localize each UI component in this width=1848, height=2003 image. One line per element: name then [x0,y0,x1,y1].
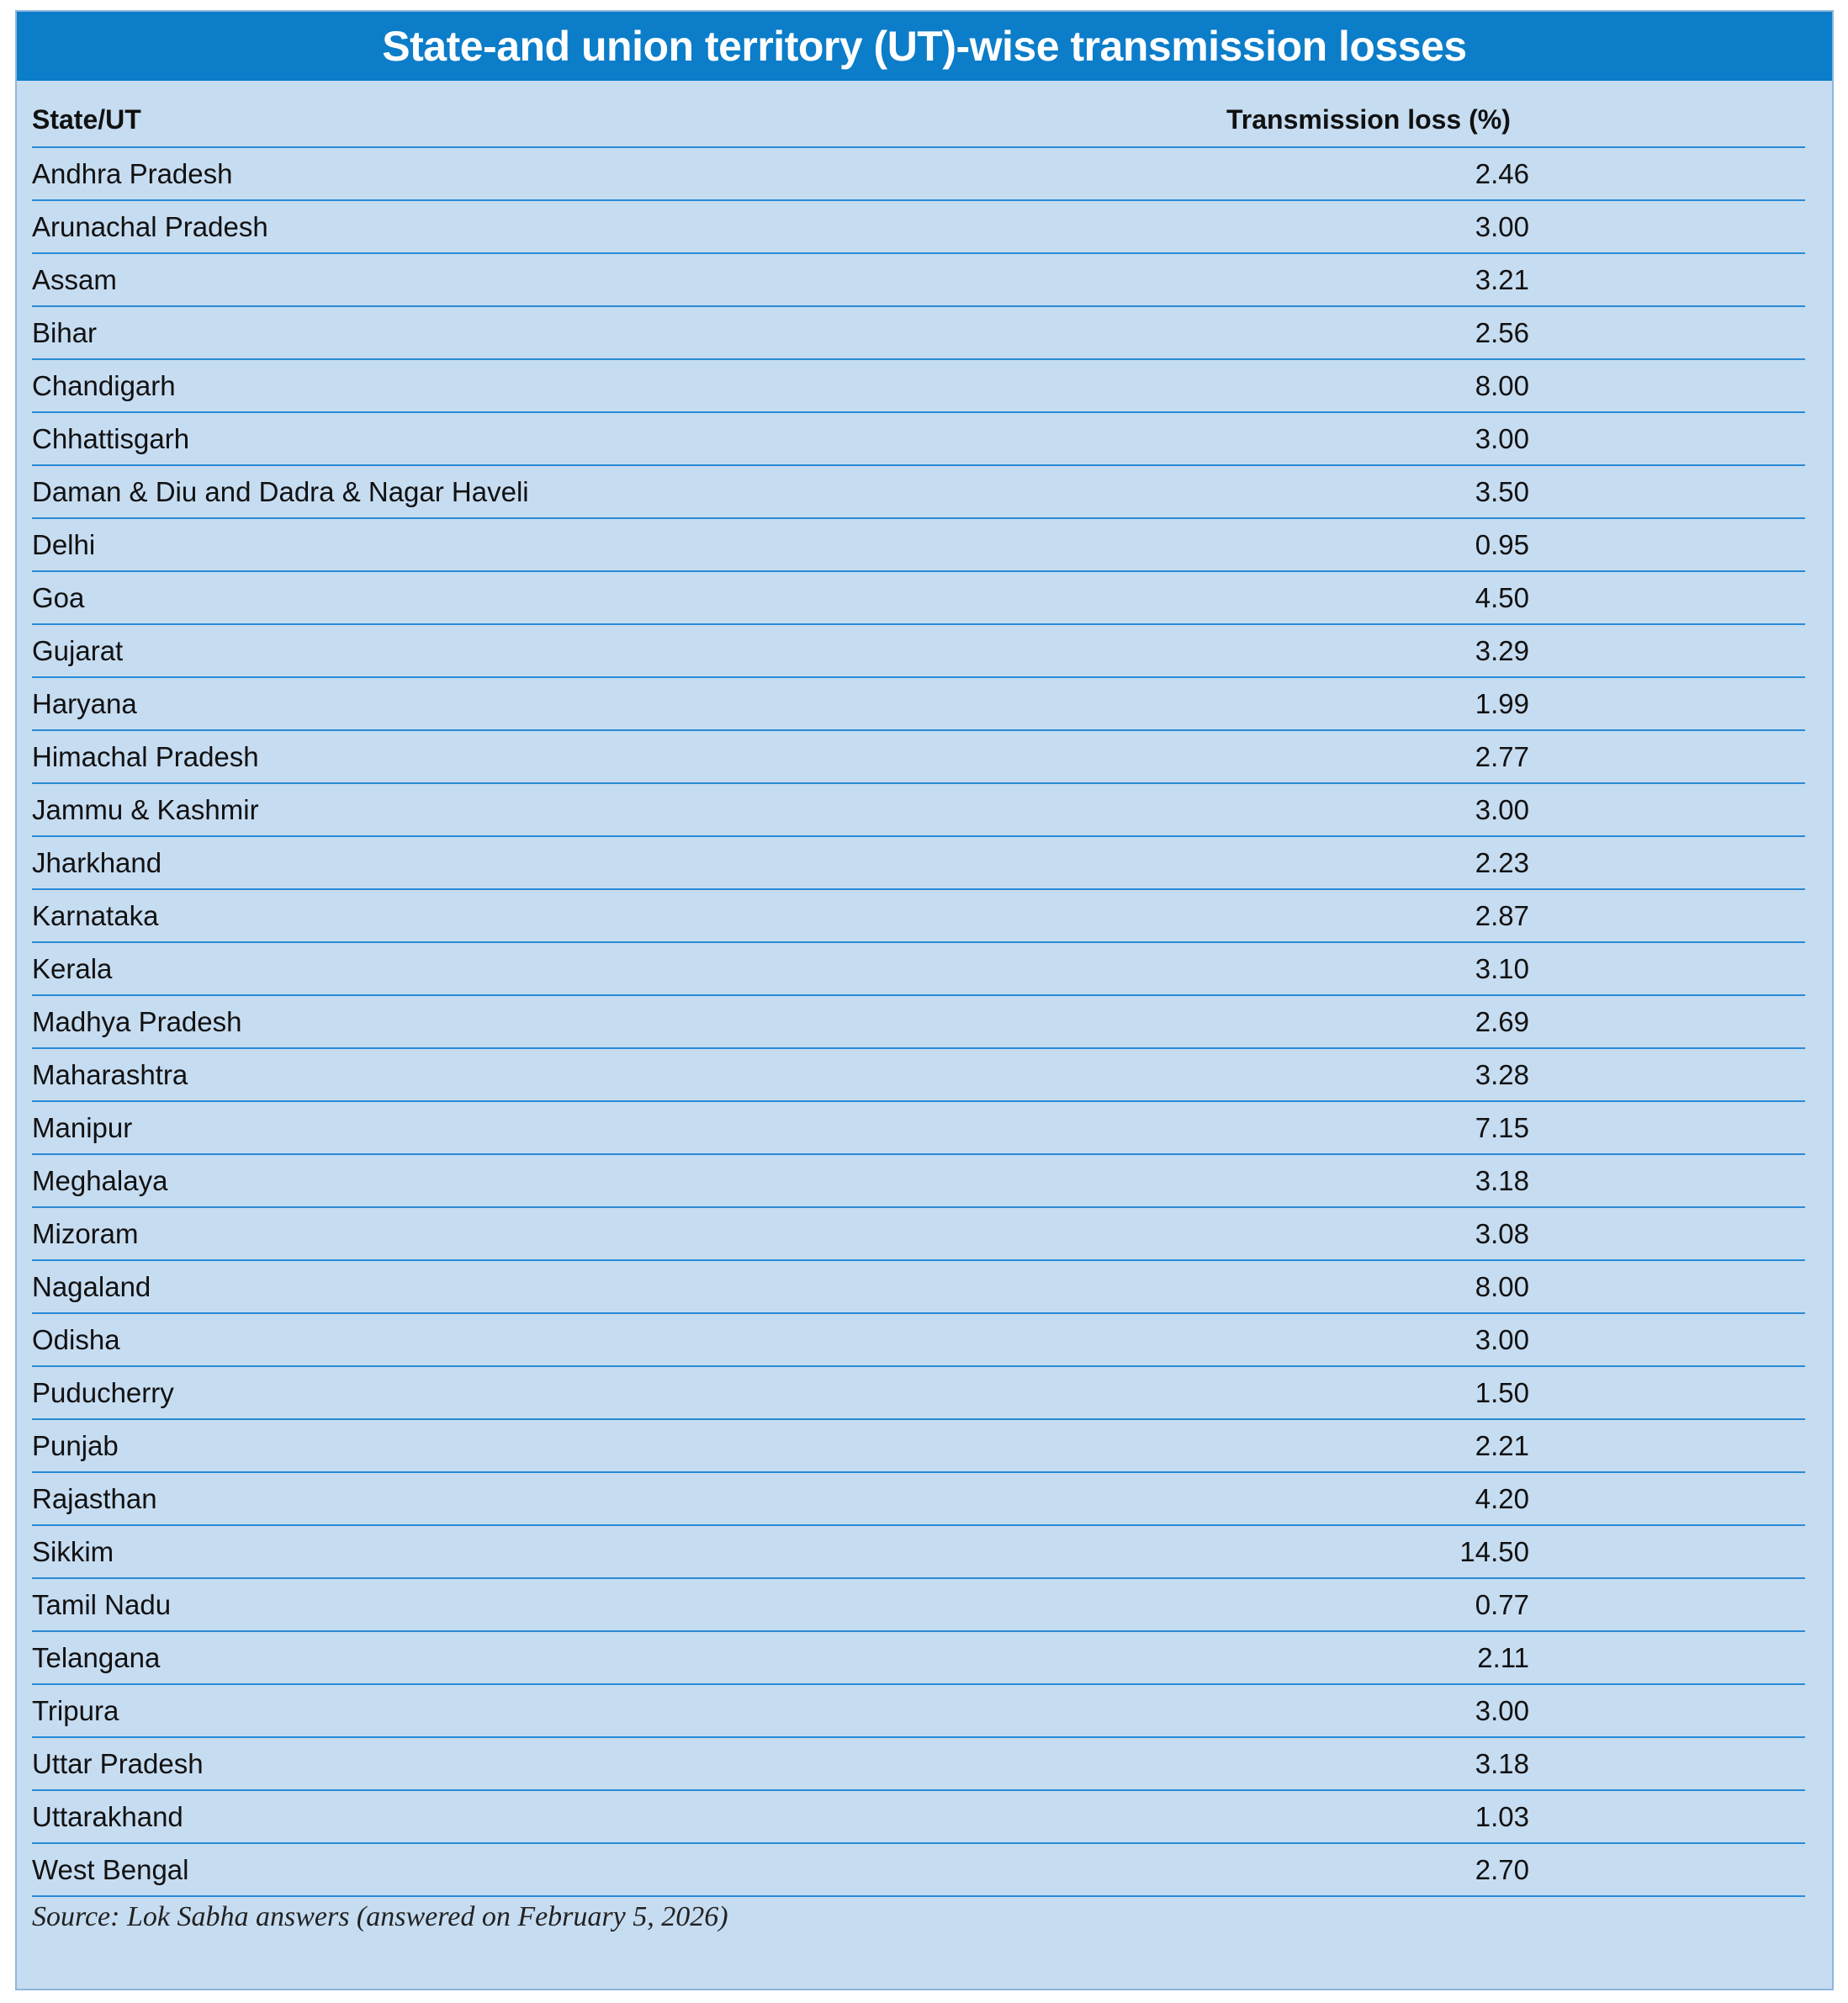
state-name-cell: Karnataka [32,899,159,931]
state-name-cell: Sikkim [32,1535,114,1567]
state-name-cell: Haryana [32,687,137,719]
state-name-cell: Jammu & Kashmir [32,793,259,825]
loss-value-cell: 2.56 [1475,316,1529,348]
loss-value-cell: 3.21 [1475,263,1529,295]
loss-value-cell: 1.50 [1475,1376,1529,1408]
table-row [32,1526,1805,1579]
table-row [32,254,1805,307]
state-name-cell: Tamil Nadu [32,1588,172,1620]
table-row [32,837,1805,890]
loss-value-cell: 3.08 [1475,1217,1529,1249]
loss-value-cell: 2.46 [1475,157,1529,189]
state-name-cell: Goa [32,581,85,613]
state-name-cell: Maharashtra [32,1058,188,1090]
loss-value-cell: 2.87 [1475,899,1529,931]
state-name-cell: Puducherry [32,1376,174,1408]
state-name-cell: West Bengal [32,1853,189,1885]
state-name-cell: Uttarakhand [32,1800,183,1832]
table-header-row [32,93,1805,148]
table-row [32,1844,1805,1897]
loss-value-cell: 14.50 [1459,1535,1529,1567]
loss-value-cell: 2.70 [1475,1853,1529,1885]
loss-value-cell: 1.99 [1475,687,1529,719]
loss-value-cell: 2.11 [1477,1641,1529,1673]
table-row [32,1367,1805,1420]
loss-value-cell: 3.00 [1475,422,1529,454]
table-row [32,625,1805,678]
state-name-cell: Arunachal Pradesh [32,210,268,242]
state-name-cell: Andhra Pradesh [32,157,233,189]
state-name-cell: Meghalaya [32,1164,168,1196]
table-row [32,1420,1805,1473]
header-loss: Transmission loss (%) [1226,103,1511,135]
table-row [32,943,1805,996]
state-name-cell: Telangana [32,1641,161,1673]
table-row [32,1049,1805,1102]
loss-value-cell: 3.18 [1475,1164,1529,1196]
loss-value-cell: 1.03 [1475,1800,1529,1832]
loss-value-cell: 0.95 [1475,528,1529,560]
state-name-cell: Odisha [32,1323,120,1355]
table-row [32,784,1805,837]
state-name-cell: Bihar [32,316,98,348]
table-row [32,731,1805,784]
loss-value-cell: 8.00 [1475,369,1529,401]
header-state: State/UT [32,103,141,135]
loss-value-cell: 3.50 [1475,475,1529,507]
state-name-cell: Himachal Pradesh [32,740,259,772]
loss-value-cell: 3.00 [1475,210,1529,242]
state-name-cell: Gujarat [32,634,124,666]
table-row [32,519,1805,572]
loss-value-cell: 2.77 [1475,740,1529,772]
table-row [32,201,1805,254]
table-row [32,1314,1805,1367]
table-row [32,413,1805,466]
state-name-cell: Tripura [32,1694,119,1726]
loss-value-cell: 3.10 [1475,952,1529,984]
state-name-cell: Madhya Pradesh [32,1005,242,1037]
loss-value-cell: 4.50 [1475,581,1529,613]
loss-value-cell: 4.20 [1475,1482,1529,1514]
loss-value-cell: 7.15 [1475,1111,1529,1143]
state-name-cell: Kerala [32,952,113,984]
transmission-loss-table [32,93,1805,1897]
loss-value-cell: 3.18 [1475,1747,1529,1779]
table-row [32,466,1805,519]
table-row [32,1685,1805,1738]
table-row [32,1738,1805,1791]
loss-value-cell: 0.77 [1475,1588,1529,1620]
table-row [32,1473,1805,1526]
table-row [32,996,1805,1049]
loss-value-cell: 8.00 [1475,1270,1529,1302]
table-row [32,890,1805,943]
table-panel [15,10,1834,1990]
state-name-cell: Chandigarh [32,369,176,401]
table-row [32,148,1805,201]
table-row [32,1579,1805,1632]
table-row [32,1791,1805,1844]
state-name-cell: Rajasthan [32,1482,157,1514]
state-name-cell: Daman & Diu and Dadra & Nagar Haveli [32,475,529,507]
table-row [32,307,1805,360]
state-name-cell: Uttar Pradesh [32,1747,204,1779]
table-body [32,148,1805,1897]
loss-value-cell: 2.23 [1475,846,1529,878]
state-name-cell: Manipur [32,1111,133,1143]
table-row [32,1632,1805,1685]
table-title: State-and union territory (UT)-wise transmission losses [17,12,1832,81]
loss-value-cell: 3.28 [1475,1058,1529,1090]
state-name-cell: Assam [32,263,117,295]
table-row [32,1208,1805,1261]
table-row [32,572,1805,625]
table-row [32,1155,1805,1208]
table-row [32,1102,1805,1155]
table-row [32,678,1805,731]
state-name-cell: Delhi [32,528,96,560]
loss-value-cell: 3.29 [1475,634,1529,666]
loss-value-cell: 3.00 [1475,1323,1529,1355]
table-row [32,1261,1805,1314]
table-row [32,360,1805,413]
source-note: Source: Lok Sabha answers (answered on February 5, 2026) [32,1901,728,1932]
loss-value-cell: 2.21 [1475,1429,1529,1461]
state-name-cell: Nagaland [32,1270,151,1302]
state-name-cell: Chhattisgarh [32,422,190,454]
loss-value-cell: 2.69 [1475,1005,1529,1037]
state-name-cell: Punjab [32,1429,119,1461]
state-name-cell: Jharkhand [32,846,162,878]
state-name-cell: Mizoram [32,1217,139,1249]
loss-value-cell: 3.00 [1475,1694,1529,1726]
loss-value-cell: 3.00 [1475,793,1529,825]
